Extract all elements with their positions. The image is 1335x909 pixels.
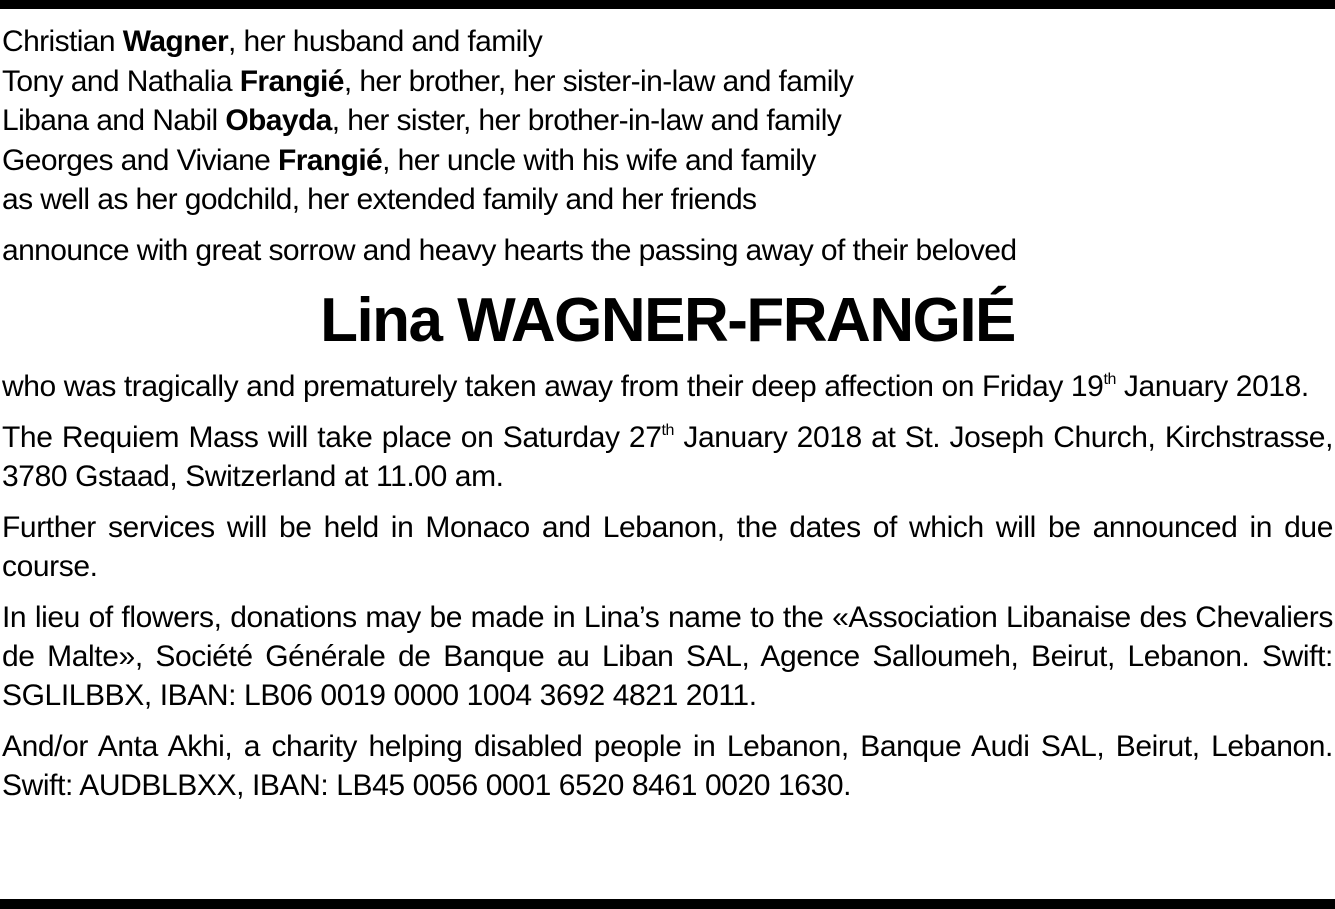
surname: Wagner: [122, 25, 229, 58]
donation-paragraph-2: And/or Anta Akhi, a charity helping disabled people in Lebanon, Banque Audi SAL, Beirut, Lebanon. Swift: AUDBLBXX, IBAN: LB45 0056 0001 6520 8461 0020 1630.: [2, 729, 1333, 802]
family-line: Libana and Nabil Obayda, her sister, her brother-in-law and family: [2, 104, 842, 137]
family-line: Tony and Nathalia Frangié, her brother, her sister-in-law and family: [2, 64, 854, 98]
ordinal-suffix: th: [1103, 370, 1116, 388]
obituary-notice: [2, 22, 1333, 805]
family-list: [2, 22, 1333, 220]
mass-paragraph: The Requiem Mass will take place on Saturday 27th January 2018 at St. Joseph Church, Kirchstrasse, 3780 Gstaad, Switzerland at 11.00 am.: [2, 420, 1333, 493]
further-services-paragraph: Further services will be held in Monaco and Lebanon, the dates of which will be announced in due course.: [2, 510, 1333, 583]
surname: Frangié: [277, 143, 383, 177]
surname: Obayda: [225, 104, 332, 137]
family-line: Georges and Viviane Frangié, her uncle with his wife and family: [2, 143, 816, 177]
announcement-text: announce with great sorrow and heavy hearts the passing away of their beloved: [2, 233, 1017, 267]
family-line: Christian Wagner, her husband and family: [2, 25, 543, 58]
top-rule: [0, 0, 1335, 9]
surname: Frangié: [239, 64, 344, 98]
donation-paragraph-1: In lieu of flowers, donations may be made in Lina’s name to the «Association Libanaise des Chevaliers de Malte», Société Générale de Banque au Liban SAL, Agence Salloumeh, Beirut, Lebanon. Swift: SGLILBBX, IBAN: LB06 0019 0000 1004 3692 4821 2011.: [2, 600, 1333, 712]
bottom-rule: [0, 899, 1335, 909]
passing-paragraph: who was tragically and prematurely taken away from their deep affection on Friday 19th January 2018.: [2, 369, 1309, 403]
ordinal-suffix: th: [661, 421, 675, 439]
family-line: as well as her godchild, her extended family and her friends: [2, 183, 757, 216]
deceased-name: Lina WAGNER-FRANGIÉ: [320, 285, 1015, 355]
